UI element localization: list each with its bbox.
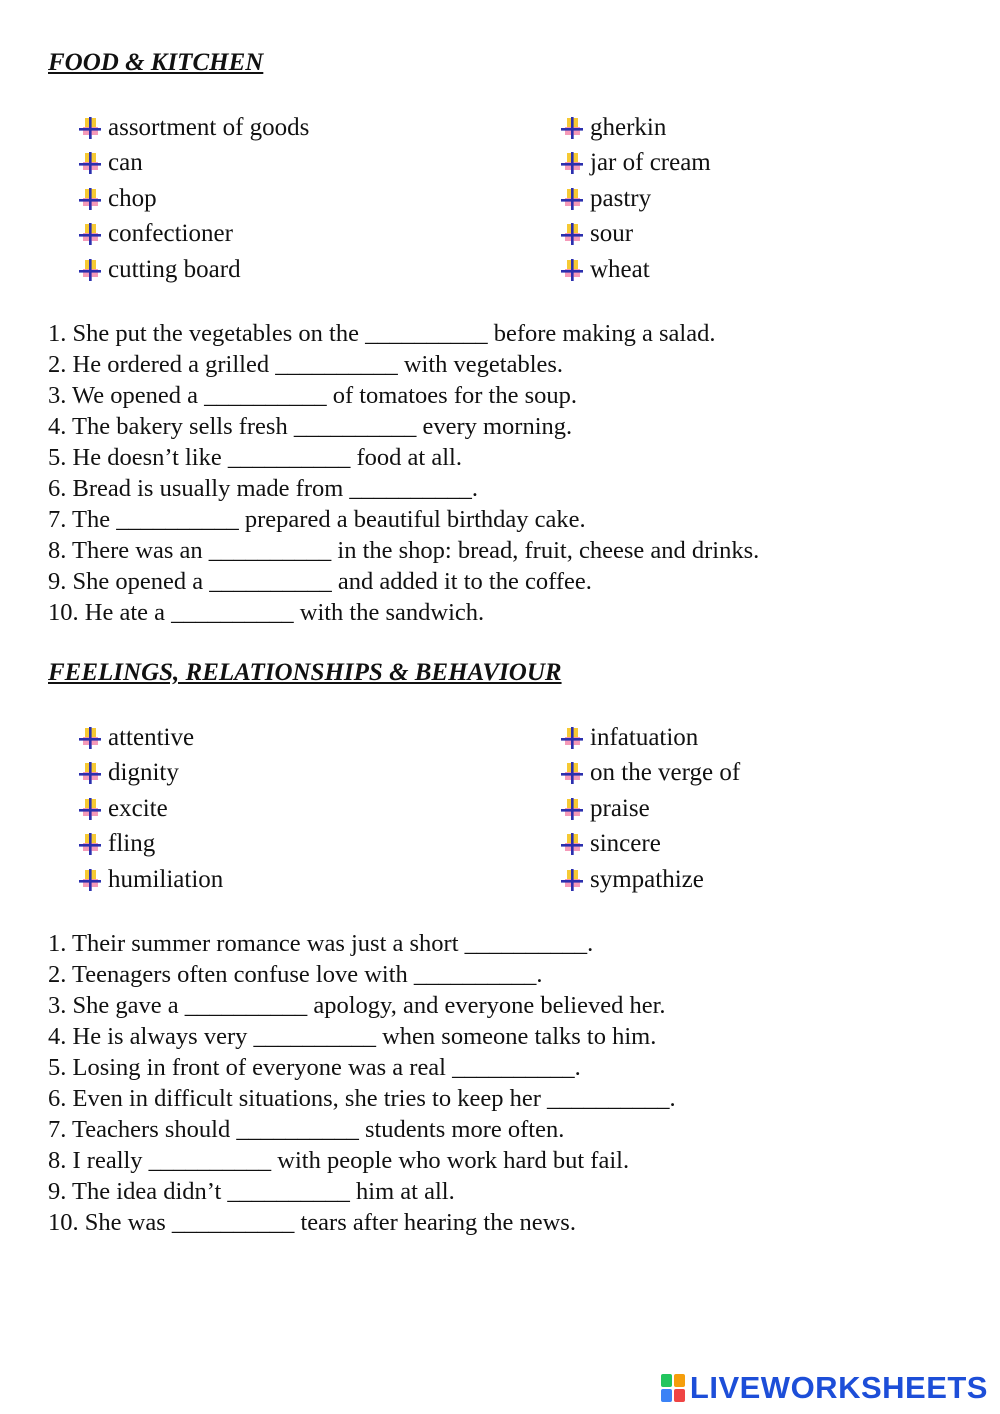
exercise-sentence: 10. He ate a __________ with the sandwich. — [48, 599, 485, 626]
pin-bullet-icon — [78, 187, 102, 211]
liveworksheets-logo-icon — [660, 1373, 686, 1403]
exercise-sentence: 1. Their summer romance was just a short __________. — [48, 930, 594, 957]
exercise-sentence: 2. He ordered a grilled __________ with vegetables. — [48, 351, 564, 378]
exercise-sentence: 8. There was an __________ in the shop: bread, fruit, cheese and drinks. — [48, 537, 760, 564]
section-title: FEELINGS, RELATIONSHIPS & BEHAVIOUR — [48, 659, 562, 686]
word-bank-item: dignity — [78, 756, 223, 792]
pin-bullet-icon — [78, 761, 102, 785]
pin-bullet-icon — [78, 832, 102, 856]
word-bank-item: wheat — [560, 252, 711, 288]
exercise-sentence: 7. Teachers should __________ students more often. — [48, 1116, 565, 1143]
pin-bullet-icon — [560, 868, 584, 892]
exercise-sentence: 5. Losing in front of everyone was a real __________. — [48, 1054, 581, 1081]
pin-bullet-icon — [78, 726, 102, 750]
pin-bullet-icon — [560, 151, 584, 175]
word-bank-right-column — [560, 110, 711, 288]
pin-bullet-icon — [78, 797, 102, 821]
word-bank-item: jar of cream — [560, 146, 711, 182]
exercise-sentence: 4. The bakery sells fresh __________ every morning. — [48, 413, 573, 440]
pin-bullet-icon — [560, 797, 584, 821]
word-bank-item: can — [78, 146, 309, 182]
word-bank-item: sympathize — [560, 862, 740, 898]
word-bank-left-column — [78, 110, 309, 288]
word-bank-item: infatuation — [560, 720, 740, 756]
word-bank-right-column — [560, 720, 740, 898]
exercise-sentence: 5. He doesn’t like __________ food at all. — [48, 444, 462, 471]
pin-bullet-icon — [78, 868, 102, 892]
exercise-sentence: 3. We opened a __________ of tomatoes for the soup. — [48, 382, 577, 409]
exercise-sentences — [48, 928, 676, 1238]
word-bank-item: fling — [78, 827, 223, 863]
pin-bullet-icon — [560, 222, 584, 246]
exercise-sentence: 2. Teenagers often confuse love with __________. — [48, 961, 543, 988]
section-feelings-relationships — [48, 658, 948, 1236]
exercise-sentence: 9. The idea didn’t __________ him at all. — [48, 1178, 455, 1205]
pin-bullet-icon — [560, 258, 584, 282]
pin-bullet-icon — [560, 726, 584, 750]
pin-bullet-icon — [78, 258, 102, 282]
word-bank-item: sincere — [560, 827, 740, 863]
word-bank-item: confectioner — [78, 217, 309, 253]
word-bank-item: pastry — [560, 181, 711, 217]
exercise-sentence: 1. She put the vegetables on the __________ before making a salad. — [48, 320, 716, 347]
exercise-sentences — [48, 318, 759, 628]
exercise-sentence: 10. She was __________ tears after hearing the news. — [48, 1209, 576, 1236]
word-bank-left-column — [78, 720, 223, 898]
word-bank-item: cutting board — [78, 252, 309, 288]
pin-bullet-icon — [78, 116, 102, 140]
liveworksheets-logo — [660, 1368, 988, 1408]
logo-text: LIVEWORKSHEETS — [689, 1370, 988, 1405]
exercise-sentence: 6. Bread is usually made from __________. — [48, 475, 479, 502]
pin-bullet-icon — [560, 761, 584, 785]
word-bank-item: on the verge of — [560, 756, 740, 792]
section-title: FOOD & KITCHEN — [48, 49, 264, 76]
exercise-sentence: 8. I really __________ with people who work hard but fail. — [48, 1147, 630, 1174]
section-food-kitchen — [48, 48, 948, 626]
exercise-sentence: 7. The __________ prepared a beautiful birthday cake. — [48, 506, 586, 533]
word-bank-item: attentive — [78, 720, 223, 756]
word-bank-item: praise — [560, 791, 740, 827]
pin-bullet-icon — [560, 116, 584, 140]
exercise-sentence: 9. She opened a __________ and added it to the coffee. — [48, 568, 592, 595]
pin-bullet-icon — [78, 222, 102, 246]
exercise-sentence: 4. He is always very __________ when someone talks to him. — [48, 1023, 657, 1050]
pin-bullet-icon — [78, 151, 102, 175]
pin-bullet-icon — [560, 187, 584, 211]
word-bank-item: sour — [560, 217, 711, 253]
word-bank-item: gherkin — [560, 110, 711, 146]
word-bank-item: assortment of goods — [78, 110, 309, 146]
exercise-sentence: 3. She gave a __________ apology, and everyone believed her. — [48, 992, 666, 1019]
word-bank-item: excite — [78, 791, 223, 827]
exercise-sentence: 6. Even in difficult situations, she tries to keep her __________. — [48, 1085, 676, 1112]
word-bank-item: chop — [78, 181, 309, 217]
word-bank-item: humiliation — [78, 862, 223, 898]
pin-bullet-icon — [560, 832, 584, 856]
